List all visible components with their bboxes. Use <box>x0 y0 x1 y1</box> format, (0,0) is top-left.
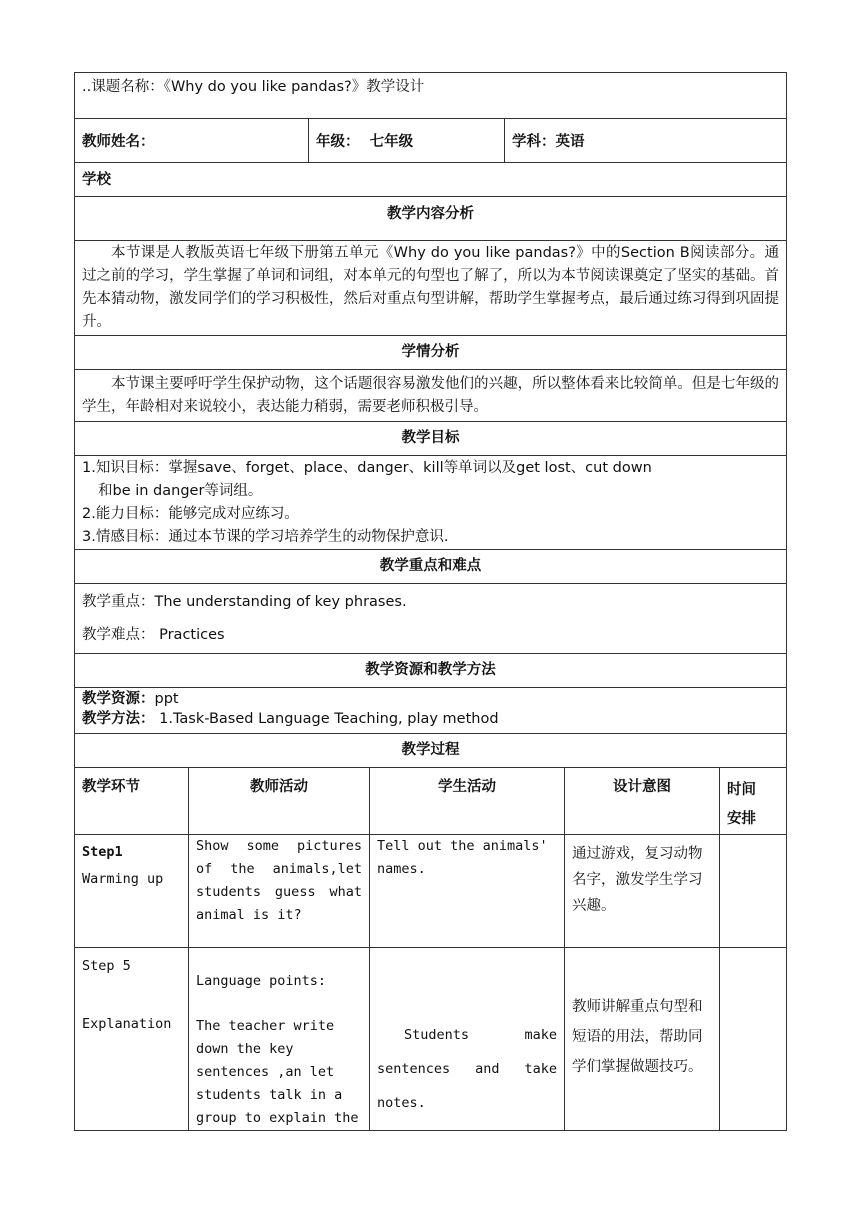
key-points-heading: 教学重点和难点 <box>75 550 787 584</box>
objective-item-2: 2.能力目标：能够完成对应练习。 <box>82 506 299 522</box>
student-analysis-heading: 学情分析 <box>75 336 787 370</box>
subject-label: 学科： <box>512 134 556 150</box>
methods-line <box>82 709 779 729</box>
content-analysis-heading-row <box>75 197 787 241</box>
school-row <box>75 163 787 197</box>
subject-value: 英语 <box>555 134 585 150</box>
step5-design-intent: 教师讲解重点句型和短语的用法，帮助同学们掌握做题技巧。 <box>565 948 720 1131</box>
methods-label: 教学方法： <box>82 711 155 727</box>
column-header-stage: 教学环节 <box>75 768 189 835</box>
content-analysis-text: 本节课是人教版英语七年级下册第五单元《Why do you like pandas?》中的Section B阅读部分。通过之前的学习，学生掌握了单词和词组，对本单元的句型也了解了，所以为本节阅读课奠定了坚实的基础。首先本猜动物，激发同学们的学习积极性，然后对重点句型讲解，帮助学生掌握考点，最后通过练习得到巩固提升。 <box>75 241 787 336</box>
step5-label: Step 5 <box>82 958 131 974</box>
step5-teacher-activity <box>189 948 370 1131</box>
step5-stage-cell <box>75 948 189 1131</box>
process-row-step5 <box>75 948 787 1131</box>
process-heading: 教学过程 <box>75 734 787 768</box>
column-header-student-activity: 学生活动 <box>370 768 565 835</box>
resources-heading-row <box>75 654 787 688</box>
teacher-name-label: 教师姓名： <box>75 119 309 163</box>
grade-label: 年级： <box>316 134 360 150</box>
step5-teacher-heading: Language points: <box>196 973 327 989</box>
step1-stage-cell <box>75 835 189 948</box>
lesson-plan-document <box>74 72 786 1131</box>
resources-label: 教学资源： <box>82 691 155 707</box>
teaching-difficulty: 教学难点： Practices <box>82 627 225 643</box>
step5-name: Explanation <box>82 1016 172 1032</box>
step1-design-intent: 通过游戏，复习动物名字，激发学生学习兴趣。 <box>565 835 720 948</box>
content-analysis-body-row <box>75 241 787 336</box>
teaching-focus: 教学重点：The understanding of key phrases. <box>82 594 407 610</box>
resources-line <box>82 689 779 709</box>
column-header-teacher-activity: 教师活动 <box>189 768 370 835</box>
step1-teacher-activity: Show some pictures of the animals,let students guess what animal is it? <box>189 835 370 948</box>
key-points-body-row <box>75 584 787 654</box>
step5-student-activity: Students make sentences and take notes. <box>370 948 565 1131</box>
resources-heading: 教学资源和教学方法 <box>75 654 787 688</box>
key-points-heading-row <box>75 550 787 584</box>
objectives-heading: 教学目标 <box>75 422 787 456</box>
process-row-step1 <box>75 835 787 948</box>
column-header-time <box>720 768 787 835</box>
objectives-list <box>75 456 787 550</box>
student-analysis-body-row <box>75 370 787 422</box>
content-analysis-heading: 教学内容分析 <box>75 197 787 241</box>
key-points-list <box>75 584 787 654</box>
grade-cell <box>309 119 505 163</box>
school-label: 学校 <box>75 163 787 197</box>
step5-teacher-text: The teacher write down the key sentences ,an let students talk in a group to explain the <box>196 1018 359 1126</box>
resources-list <box>75 688 787 734</box>
student-analysis-heading-row <box>75 336 787 370</box>
step1-label: Step1 <box>82 844 123 860</box>
step5-time <box>720 948 787 1131</box>
objectives-body-row <box>75 456 787 550</box>
methods-value: 1.Task-Based Language Teaching, play method <box>154 711 499 727</box>
objective-item-1-continued: 和be in danger等词组。 <box>98 483 263 499</box>
column-header-time-line1: 时间 <box>727 782 756 798</box>
info-row <box>75 119 787 163</box>
column-header-design-intent: 设计意图 <box>565 768 720 835</box>
grade-value: 七年级 <box>369 134 414 150</box>
resources-value: ppt <box>154 691 179 707</box>
subject-cell <box>505 119 787 163</box>
step1-student-activity: Tell out the animals' names. <box>370 835 565 948</box>
lesson-plan-table <box>74 72 787 1131</box>
student-analysis-text: 本节课主要呼吁学生保护动物，这个话题很容易激发他们的兴趣，所以整体看来比较简单。但是七年级的学生，年龄相对来说较小，表达能力稍弱，需要老师积极引导。 <box>75 370 787 422</box>
step1-time <box>720 835 787 948</box>
process-column-header-row <box>75 768 787 835</box>
resources-body-row <box>75 688 787 734</box>
step1-name: Warming up <box>82 871 164 887</box>
objectives-heading-row <box>75 422 787 456</box>
column-header-time-line2: 安排 <box>727 811 756 827</box>
title-row <box>75 73 787 119</box>
process-heading-row <box>75 734 787 768</box>
objective-item-1: 1.知识目标：掌握save、forget、place、danger、kill等单词以及get lost、cut down <box>82 460 652 476</box>
objective-item-3: 3.情感目标：通过本节课的学习培养学生的动物保护意识. <box>82 529 449 545</box>
document-title: ..课题名称：《Why do you like pandas?》教学设计 <box>75 73 787 119</box>
